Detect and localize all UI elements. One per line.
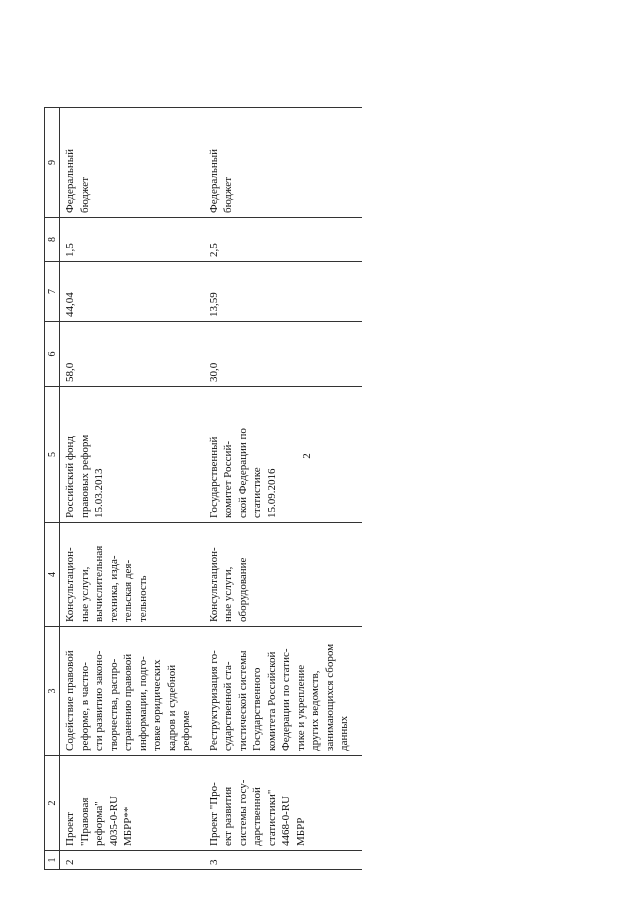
project-name: Проект "Про- ект развития системы госу- дарственной статистики" 4468-0-RU МБРР (204, 756, 362, 851)
used-amount: 13,59 (204, 262, 362, 322)
executor-and-date: Государственный комитет Россий- ской Федерации по статистике 15.09.2016 (204, 387, 362, 523)
executor-and-date: Российский фонд правовых реформ 15.03.2013 (60, 387, 204, 523)
loan-amount: 30,0 (204, 322, 362, 387)
column-number: 1 (45, 851, 60, 870)
funding-source: Федеральный бюджет (204, 108, 362, 218)
column-number: 7 (45, 262, 60, 322)
row-number: 3 (204, 851, 362, 870)
table-row (204, 108, 362, 870)
column-number: 9 (45, 108, 60, 218)
project-purpose: Содействие правовой реформе, в частно- сти развитию законо- творчества, распро- странению правовой информации, подго- товке юридических кадров и судебной реформе (60, 627, 204, 756)
row-number: 2 (60, 851, 204, 870)
column-number: 3 (45, 627, 60, 756)
column-number-row (45, 108, 60, 870)
fee-value: 2,5 (204, 218, 362, 262)
project-purpose: Реструктуризация го- сударственной ста- тистической системы Государственного комитета Российской Федерации по статис- тике и укрепление других ведомств, занимающихся сбором данных (204, 627, 362, 756)
cost-categories: Консультацион- ные услуги, оборудование (204, 523, 362, 627)
column-number: 5 (45, 387, 60, 523)
column-number: 6 (45, 322, 60, 387)
funding-source: Федеральный бюджет (60, 108, 204, 218)
column-number: 8 (45, 218, 60, 262)
loan-amount: 58,0 (60, 322, 204, 387)
page-number: 2 (301, 453, 313, 459)
column-number: 2 (45, 756, 60, 851)
fee-value: 1,5 (60, 218, 204, 262)
used-amount: 44,04 (60, 262, 204, 322)
loan-projects-table (44, 107, 362, 870)
project-name: Проект "Правовая реформа" 4035-0-RU МБРР** (60, 756, 204, 851)
column-number: 4 (45, 523, 60, 627)
table-row (60, 108, 204, 870)
cost-categories: Консультацион- ные услуги, вычислительная техника, изда- тельская дея- тельность (60, 523, 204, 627)
